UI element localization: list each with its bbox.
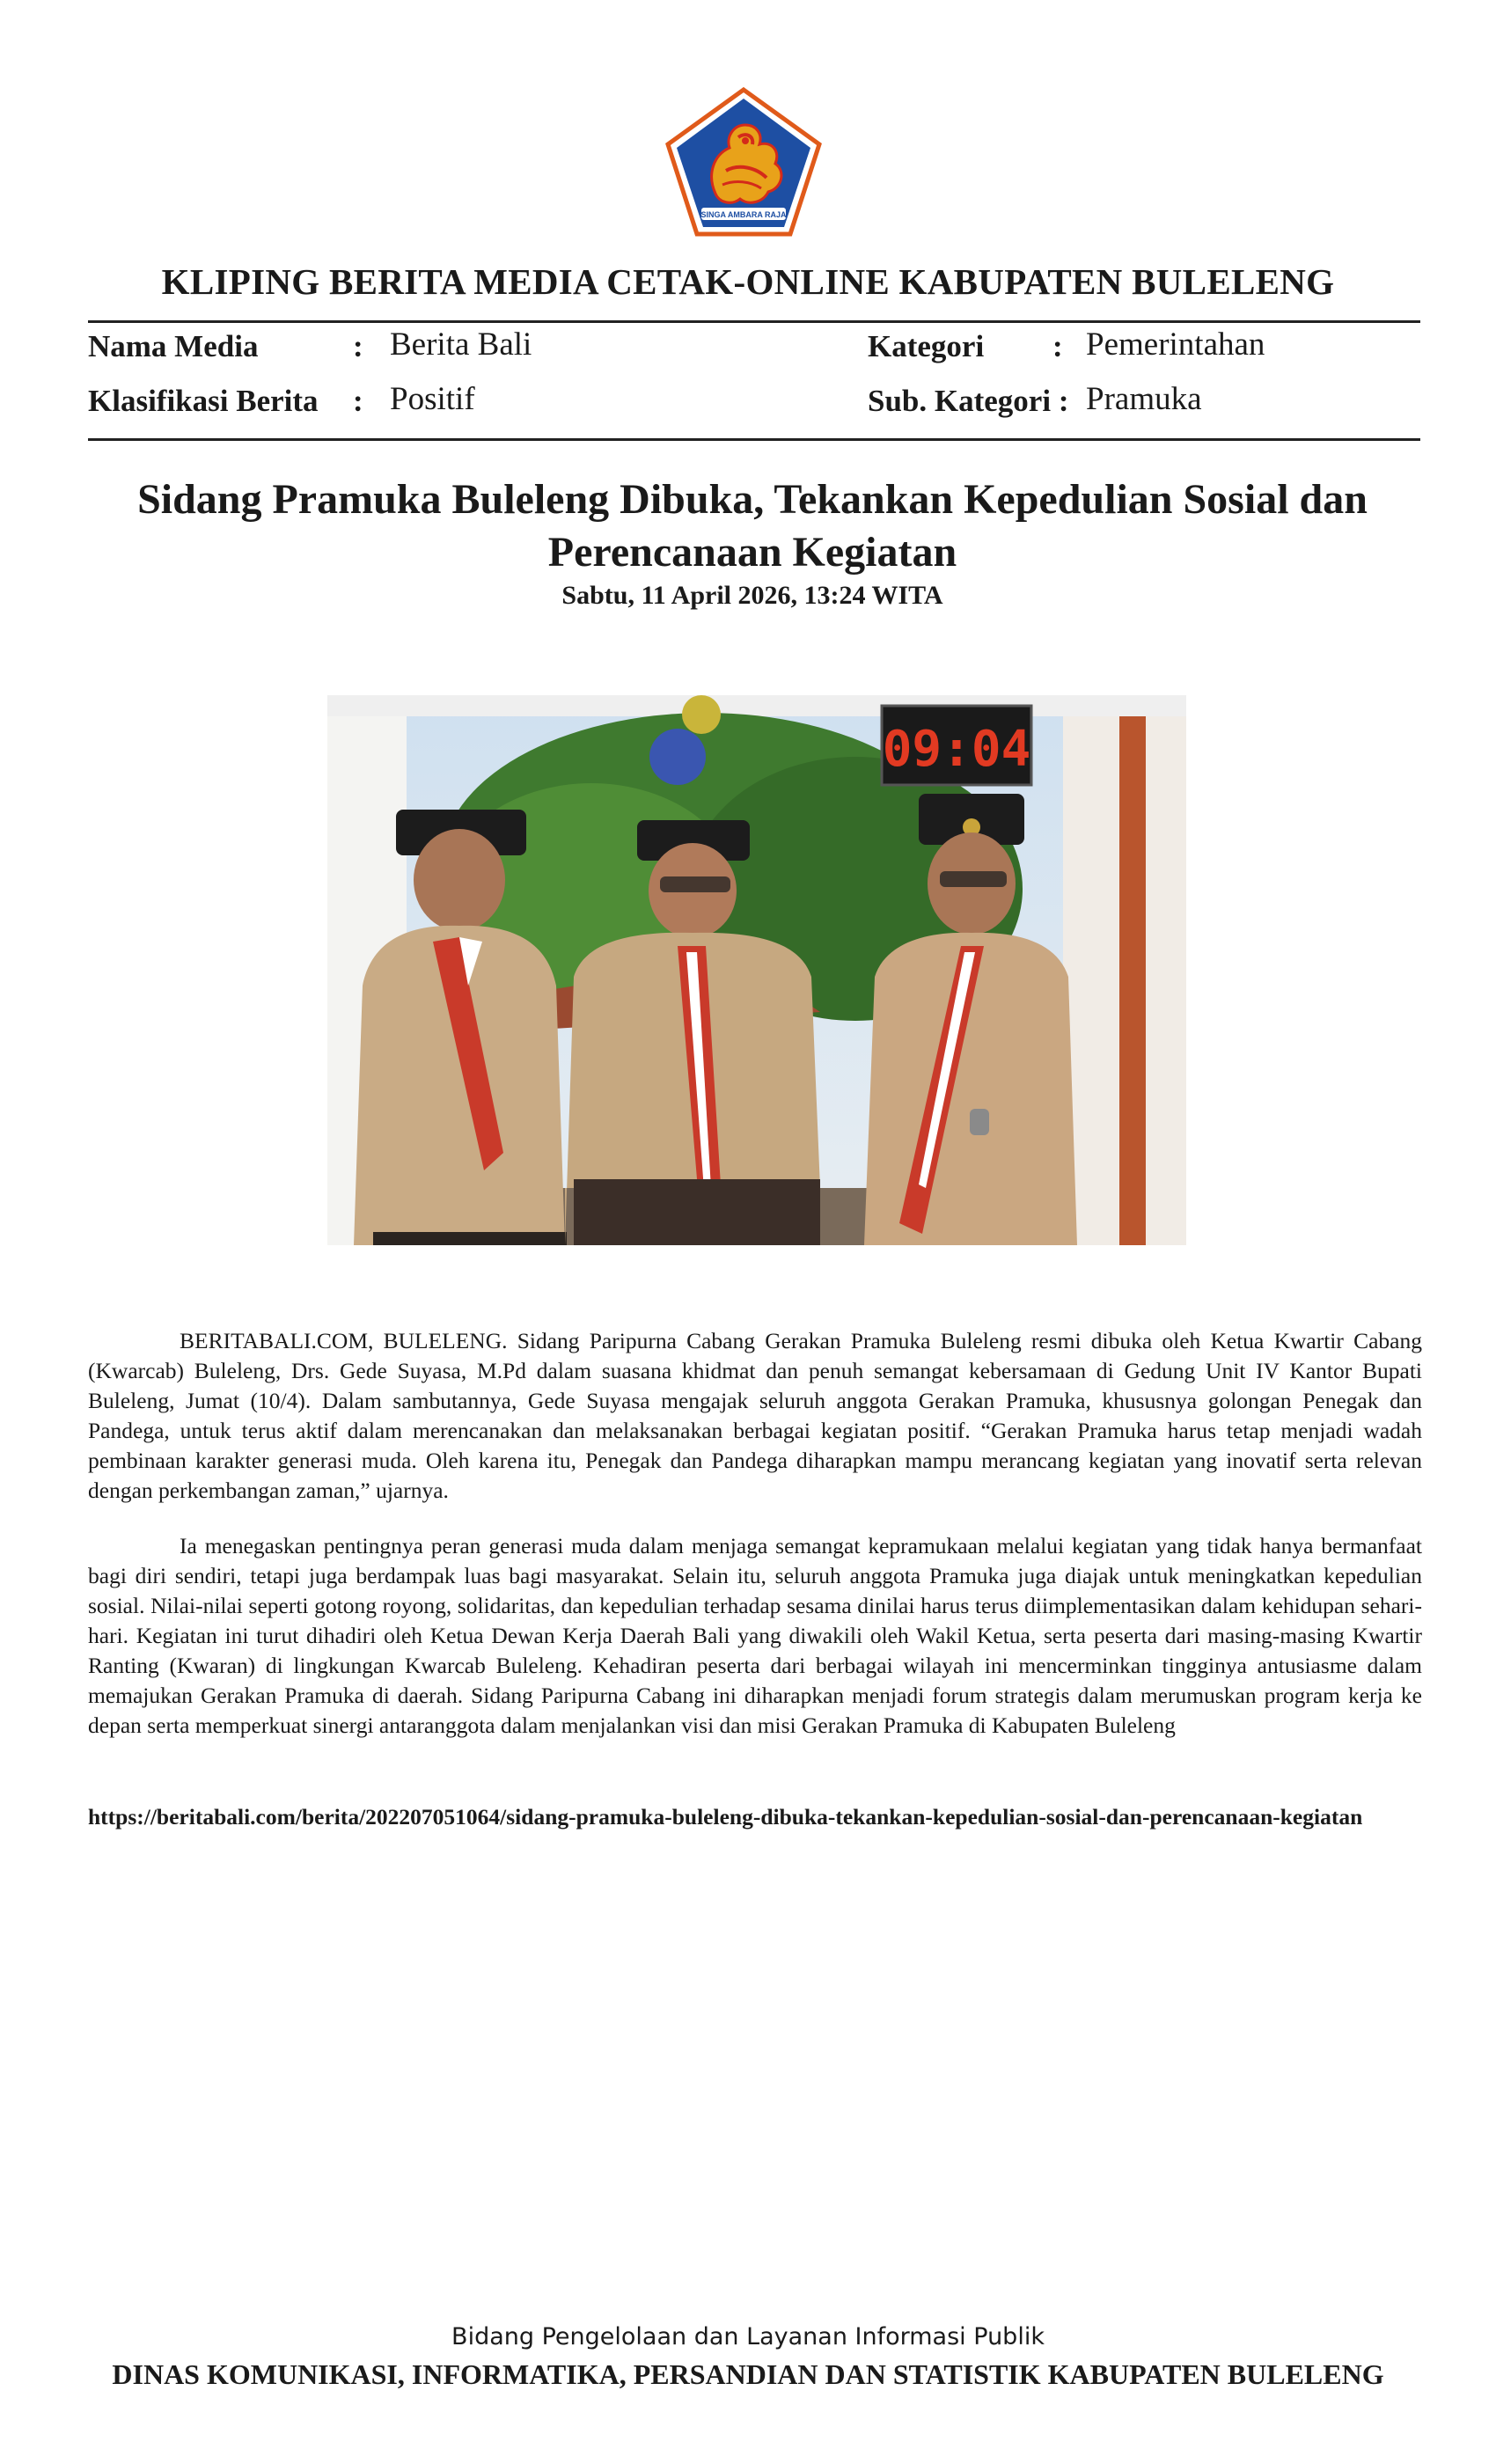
sub-kategori-value: Pramuka xyxy=(1086,381,1202,417)
header-divider-top xyxy=(88,320,1420,323)
article-photo xyxy=(327,695,1186,1245)
kliping-title: KLIPING BERITA MEDIA CETAK-ONLINE KABUPATEN BULELENG xyxy=(161,261,1335,302)
header-divider-bottom xyxy=(88,438,1420,441)
footer-department: Bidang Pengelolaan dan Layanan Informasi Publik xyxy=(451,2323,1045,2350)
article-paragraph-1: BERITABALI.COM, BULELENG. Sidang Paripurna Cabang Gerakan Pramuka Buleleng resmi dibuka oleh Ketua Kwartir Cabang (Kwarcab) Buleleng, Drs. Gede Suyasa, M.Pd dalam suasana khidmat dan penuh semangat kebersamaan di Gedung Unit IV Kantor Bupati Buleleng, Jumat (10/4). Dalam sambutannya, Gede Suyasa mengajak seluruh anggota Gerakan Pramuka, khususnya golongan Penegak dan Pandega, untuk terus aktif dalam merencanakan dan melaksanakan berbagai kegiatan positif. “Gerakan Pramuka harus tetap menjadi wadah pembinaan karakter generasi muda. Oleh karena itu, Penegak dan Pandega diharapkan mampu merancang kegiatan yang inovatif serta relevan dengan perkembangan zaman,” ujarnya. xyxy=(88,1328,1422,1503)
nama-media-label: Nama Media xyxy=(88,329,259,363)
logo-caption: SINGA AMBARA RAJA xyxy=(700,210,787,219)
sub-kategori-label: Sub. Kategori : xyxy=(868,384,1069,418)
klasifikasi-colon: : xyxy=(353,384,363,418)
klasifikasi-value: Positif xyxy=(390,381,475,417)
article-headline: Sidang Pramuka Buleleng Dibuka, Tekankan Kepedulian Sosial dan Perencanaan Kegiatan xyxy=(137,476,1368,576)
source-url-link[interactable]: https://beritabali.com/berita/202207051064/sidang-pramuka-buleleng-dibuka-tekankan-kepedulian-sosial-dan-perencanaan-kegiatan xyxy=(88,1804,1363,1830)
klasifikasi-label: Klasifikasi Berita xyxy=(88,384,319,418)
nama-media-colon: : xyxy=(353,329,363,363)
footer-agency: DINAS KOMUNIKASI, INFORMATIKA, PERSANDIAN DAN STATISTIK KABUPATEN BULELENG xyxy=(112,2358,1384,2390)
article-dateline: Sabtu, 11 April 2026, 13:24 WITA xyxy=(561,581,943,610)
kategori-value: Pemerintahan xyxy=(1086,326,1265,363)
photo-clock-text: 09:04 xyxy=(882,721,1031,778)
nama-media-value: Berita Bali xyxy=(390,326,532,363)
kategori-label: Kategori xyxy=(868,329,985,363)
article-paragraph-2: Ia menegaskan pentingnya peran generasi muda dalam menjaga semangat kepramukaan melalui kegiatan yang tidak hanya bermanfaat bagi diri sendiri, tetapi juga berdampak luas bagi masyarakat. Selain itu, seluruh anggota Pramuka juga diajak untuk meningkatkan kepedulian sosial. Nilai-nilai seperti gotong royong, solidaritas, dan kepedulian terhadap sesama dinilai harus terus diimplementasikan dalam kehidupan sehari-hari. Kegiatan ini turut dihadiri oleh Ketua Dewan Kerja Daerah Bali yang diwakili oleh Wakil Ketua, serta peserta dari masing-masing Kwartir Ranting (Kwaran) di lingkungan Kwarcab Buleleng. Kehadiran peserta dari berbagai wilayah ini mencerminkan tingginya antusiasme dalam memajukan Gerakan Pramuka di daerah. Sidang Paripurna Cabang ini diharapkan menjadi forum strategis dalam merumuskan program kerja ke depan serta memperkuat sinergi antaranggota dalam menjalankan visi dan misi Gerakan Pramuka di Kabupaten Buleleng xyxy=(88,1533,1422,1738)
buleleng-regency-logo xyxy=(664,86,823,238)
kategori-colon: : xyxy=(1052,329,1063,363)
